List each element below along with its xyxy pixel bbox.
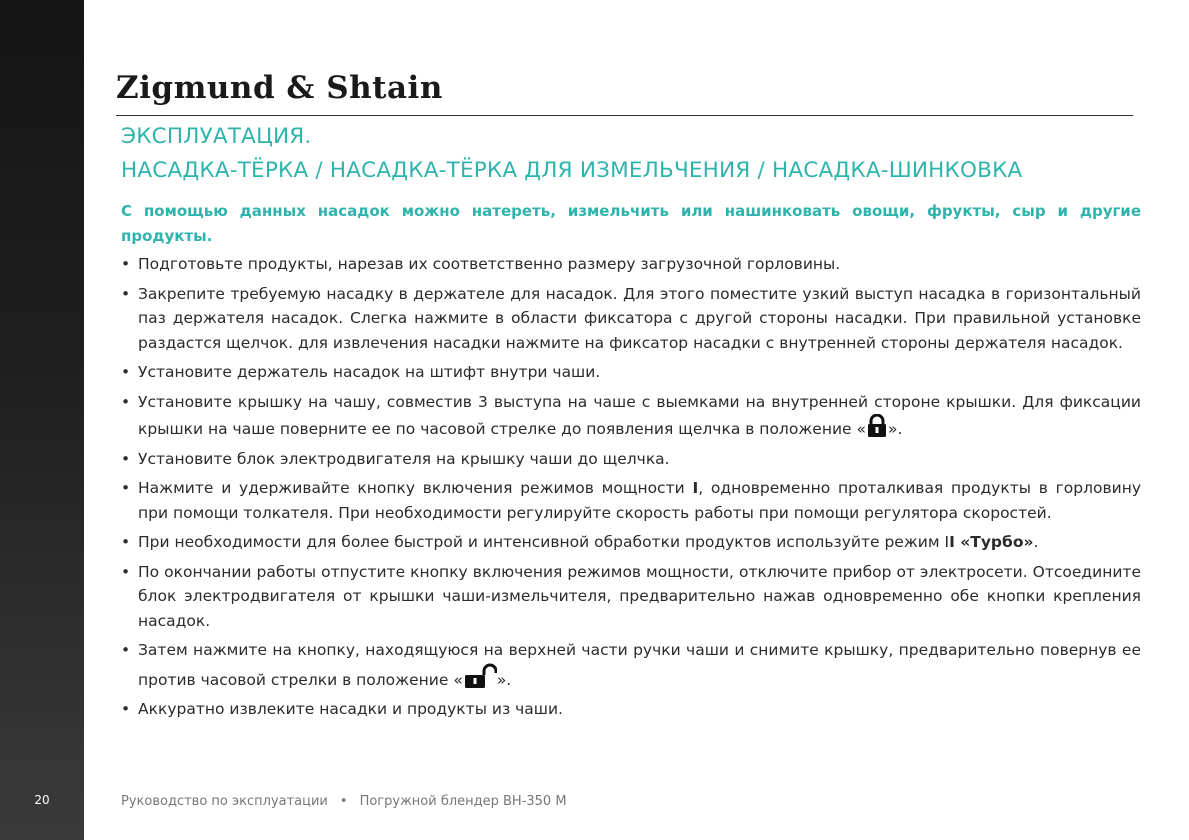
footer-separator: • [339,794,348,809]
list-item: • Закрепите требуемую насадку в держателе для насадок. Для этого поместите узкий выступ насадка в горизонтальный паз держателя насадок. Слегка нажмите в области фиксатора с другой стороны насадки. При правильной установке раздастся щелчок. для извлечения насадки нажмите на фиксатор насадки с внутренней стороны держателя насадок. [121,282,1141,356]
footer-product-name: Погружной блендер BH-350 M [359,794,567,809]
page-number: 20 [34,793,50,807]
page-sidebar [0,0,84,840]
section-title: ЭКСПЛУАТАЦИЯ. [121,124,312,149]
list-item: • Установите блок электродвигателя на крышку чаши до щелчка. [121,447,1141,472]
list-item: • Аккуратно извлеките насадки и продукты из чаши. [121,697,1141,722]
footer-manual-title: Руководство по эксплуатации [121,794,328,809]
intro-paragraph: С помощью данных насадок можно натереть, измельчить или нашинковать овощи, фрукты, сыр и другие продукты. [121,202,1141,245]
header-divider [116,115,1133,116]
instruction-list [121,252,1141,727]
lock-open-icon [463,663,497,689]
lock-closed-icon [866,414,888,438]
page-footer [121,794,567,809]
list-item: • Установите держатель насадок на штифт внутри чаши. [121,360,1141,385]
list-item: • Установите крышку на чашу, совместив 3 выступа на чаше с выемками на внутренней стороне крышки. Для фиксации крышки на чаше поверните ее по часовой стрелке до появления щелчка в положение « ». [121,390,1141,442]
brand-logo: Zigmund & Shtain [116,70,443,106]
list-item: • При необходимости для более быстрой и интенсивной обработки продуктов используйте режим II «Турбо». [121,530,1141,555]
list-item: • По окончании работы отпустите кнопку включения режимов мощности, отключите прибор от электросети. Отсоедините блок электродвигателя от крышки чаши-измельчителя, предварительно нажав одновременно обе кнопки крепления насадок. [121,560,1141,634]
section-subtitle: НАСАДКА-ТЁРКА / НАСАДКА-ТЁРКА ДЛЯ ИЗМЕЛЬЧЕНИЯ / НАСАДКА-ШИНКОВКА [121,158,1023,183]
list-item: • Подготовьте продукты, нарезав их соответственно размеру загрузочной горловины. [121,252,1141,277]
list-item: • Затем нажмите на кнопку, находящуюся на верхней части ручки чаши и снимите крышку, предварительно повернув ее против часовой стрелки в положение « ». [121,638,1141,692]
list-item: • Нажмите и удерживайте кнопку включения режимов мощности I, одновременно проталкивая продукты в горловину при помощи толкателя. При необходимости регулируйте скорость работы при помощи регулятора скоростей. [121,476,1141,525]
